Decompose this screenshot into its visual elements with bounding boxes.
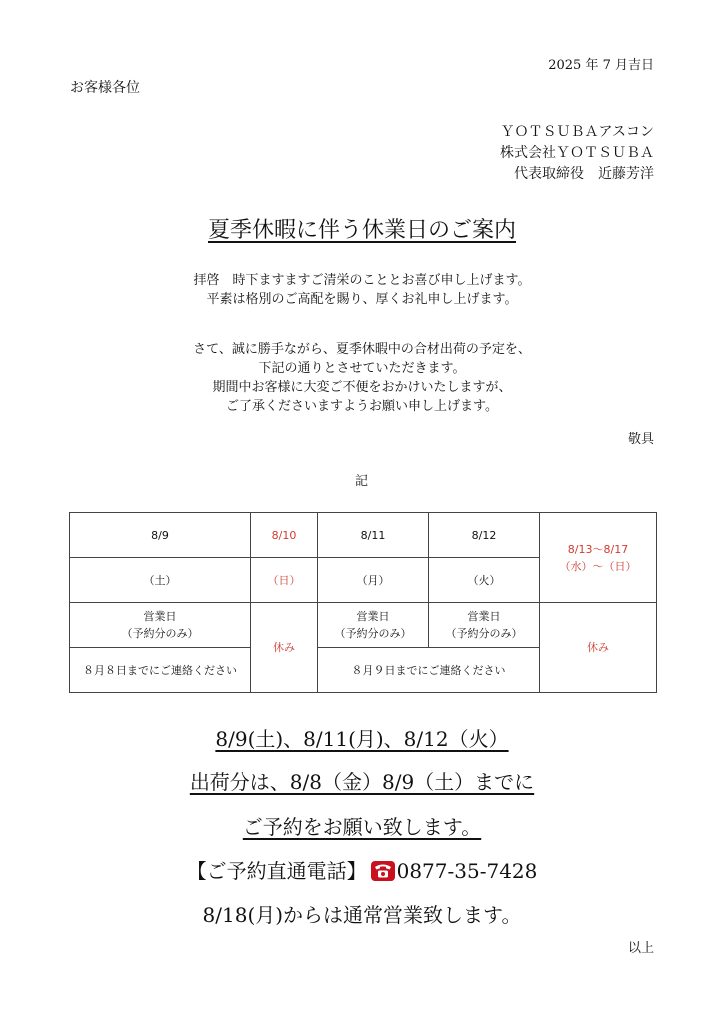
sender-company: 株式会社ＹＯＴＳＵＢＡ: [500, 145, 654, 161]
closed-cell: 休み: [540, 603, 657, 693]
range-dates: 8/13～8/17: [567, 542, 629, 556]
document-title: 夏季休暇に伴う休業日のご案内: [207, 218, 516, 243]
closing-ijo: 以上: [627, 941, 654, 956]
resume-line: 8/18(月)からは通常営業致します。: [202, 903, 522, 927]
status-cell: [318, 603, 429, 648]
date-cell: 8/11: [318, 513, 429, 558]
phone-line: [0, 855, 724, 886]
notice-line: さて、誠に勝手ながら、夏季休暇中の合材出荷の予定を、: [193, 342, 531, 357]
closed-cell: 休み: [251, 603, 318, 693]
greeting-paragraph: [0, 271, 724, 309]
notice-dates-line: 8/9(土)、8/11(月)、8/12（火）: [215, 727, 509, 751]
greeting-line: 拝啓 時下ますますご清栄のこととお喜び申し上げます。: [193, 273, 531, 288]
phone-label: 【ご予約直通電話】: [186, 859, 367, 883]
ki-marker: 記: [355, 474, 369, 489]
deadline-cell: ８月８日までにご連絡ください: [70, 648, 251, 693]
range-cell: [540, 513, 657, 603]
date-cell: 8/9: [70, 513, 251, 558]
day-cell: （火）: [429, 558, 540, 603]
status-cell: [70, 603, 251, 648]
date-cell: 8/10: [251, 513, 318, 558]
notice-deadline-line: 出荷分は、8/8（金）8/9（土）までに: [189, 770, 535, 794]
holiday-schedule-table: [69, 512, 657, 693]
document-date: 2025 年 7 月吉日: [548, 58, 654, 73]
phone-number: 0877-35-7428: [396, 859, 538, 883]
notice-line: ご了承くださいますようお願い申し上げます。: [226, 399, 498, 414]
addressee: お客様各位: [70, 80, 140, 96]
telephone-icon: [371, 861, 395, 886]
date-cell: 8/12: [429, 513, 540, 558]
open-note: （予約分のみ）: [334, 627, 412, 640]
open-label: 営業日: [467, 610, 501, 623]
open-label: 営業日: [143, 610, 177, 623]
day-cell: （月）: [318, 558, 429, 603]
day-cell: （日）: [251, 558, 318, 603]
open-note: （予約分のみ）: [445, 627, 523, 640]
notice-line: 下記の通りとさせていただきます。: [258, 361, 466, 376]
status-cell: [429, 603, 540, 648]
sender-company-alias: ＹＯＴＳＵＢＡアスコン: [500, 124, 654, 140]
notice-paragraph: [0, 340, 724, 416]
day-cell: （土）: [70, 558, 251, 603]
greeting-line: 平素は格別のご高配を賜り、厚くお礼申し上げます。: [206, 292, 518, 307]
closing-keigu: 敬具: [627, 432, 654, 447]
notice-request-line: ご予約をお願い致します。: [242, 815, 482, 839]
notice-line: 期間中お客様に大変ご不便をおかけいたしますが、: [212, 380, 512, 395]
range-days: （水）～（日）: [559, 559, 637, 573]
deadline-cell: ８月９日までにご連絡ください: [318, 648, 540, 693]
sender-block: [500, 122, 654, 185]
open-label: 営業日: [356, 610, 390, 623]
sender-representative: 代表取締役 近藤芳洋: [514, 166, 654, 182]
open-note: （予約分のみ）: [121, 627, 199, 640]
